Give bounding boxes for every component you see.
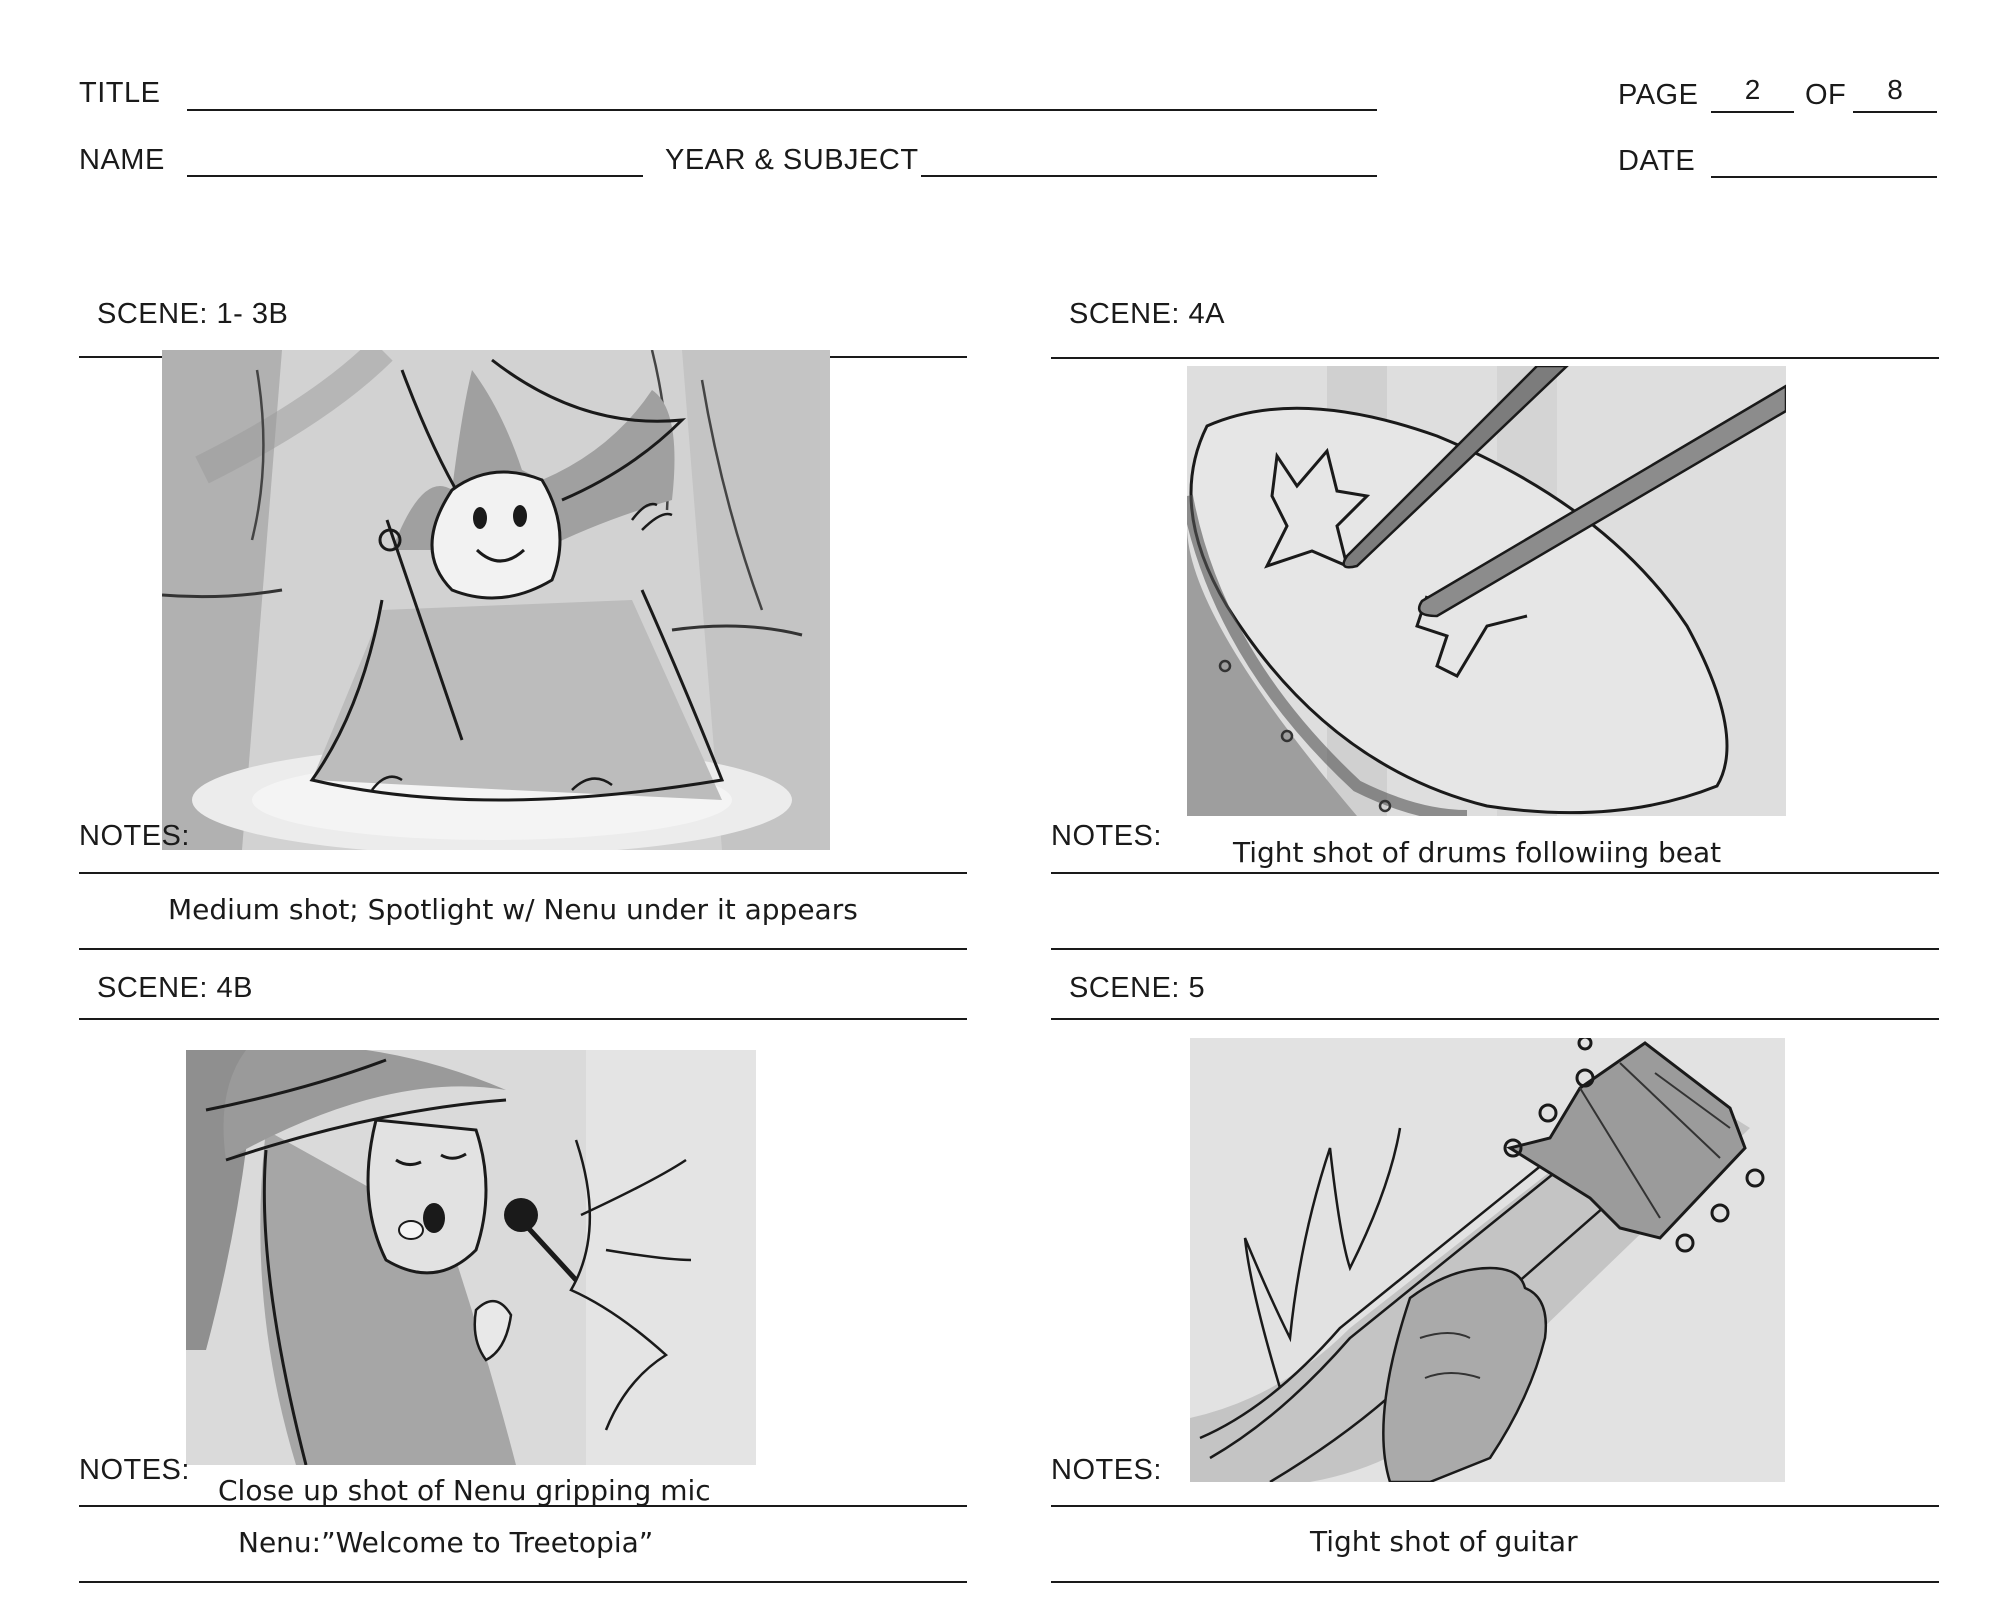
scene-label: SCENE: 5 [1069, 972, 1206, 1004]
notes-line-2-text: Nenu:”Welcome to Treetopia” [238, 1526, 654, 1559]
notes-line-1[interactable] [79, 872, 967, 874]
name-label: NAME [79, 144, 165, 176]
page-total-value: 8 [1887, 74, 1903, 105]
year-subject-field-line[interactable] [921, 175, 1377, 177]
sketch-witch-spotlight-image [162, 350, 830, 850]
page-number-value: 2 [1744, 74, 1761, 105]
date-label: DATE [1618, 145, 1696, 177]
title-label: TITLE [79, 77, 161, 109]
notes-label: NOTES: [1051, 1454, 1162, 1486]
page-number-field[interactable] [1711, 74, 1794, 113]
scene-divider-line [79, 1018, 967, 1020]
notes-line-2-text: Medium shot; Spotlight w/ Nenu under it appears [168, 893, 858, 926]
notes-line-2[interactable] [1051, 948, 1939, 950]
notes-label: NOTES: [1051, 820, 1162, 852]
sketch-witch-singing-image [186, 1050, 756, 1465]
page-total-field[interactable] [1853, 74, 1937, 113]
scene-label: SCENE: 4B [97, 972, 253, 1004]
notes-line-1[interactable] [79, 1474, 967, 1507]
year-subject-label: YEAR & SUBJECT [665, 144, 919, 176]
notes-line-2-text: Tight shot of guitar [1310, 1525, 1578, 1558]
notes-line-2[interactable] [1051, 1581, 1939, 1583]
scene-divider-line [1051, 1018, 1939, 1020]
notes-line-1[interactable] [1051, 1505, 1939, 1507]
notes-line-2[interactable] [79, 948, 967, 950]
notes-line-1-text: Tight shot of drums followiing beat [1233, 836, 1722, 869]
title-field-line[interactable] [187, 109, 1377, 111]
scene-divider-line [1051, 357, 1939, 359]
notes-line-2[interactable] [79, 1581, 967, 1583]
notes-label: NOTES: [79, 820, 190, 852]
sketch-drum-image [1187, 366, 1786, 816]
of-label: OF [1805, 79, 1847, 111]
sketch-guitar-image [1190, 1038, 1785, 1482]
scene-label: SCENE: 1- 3B [97, 298, 289, 330]
scene-label: SCENE: 4A [1069, 298, 1225, 330]
date-field-line[interactable] [1711, 176, 1937, 178]
notes-label: NOTES: [79, 1454, 190, 1486]
name-field-line[interactable] [187, 175, 643, 177]
page-label: PAGE [1618, 79, 1699, 111]
notes-line-1-text: Close up shot of Nenu gripping mic [218, 1474, 711, 1507]
